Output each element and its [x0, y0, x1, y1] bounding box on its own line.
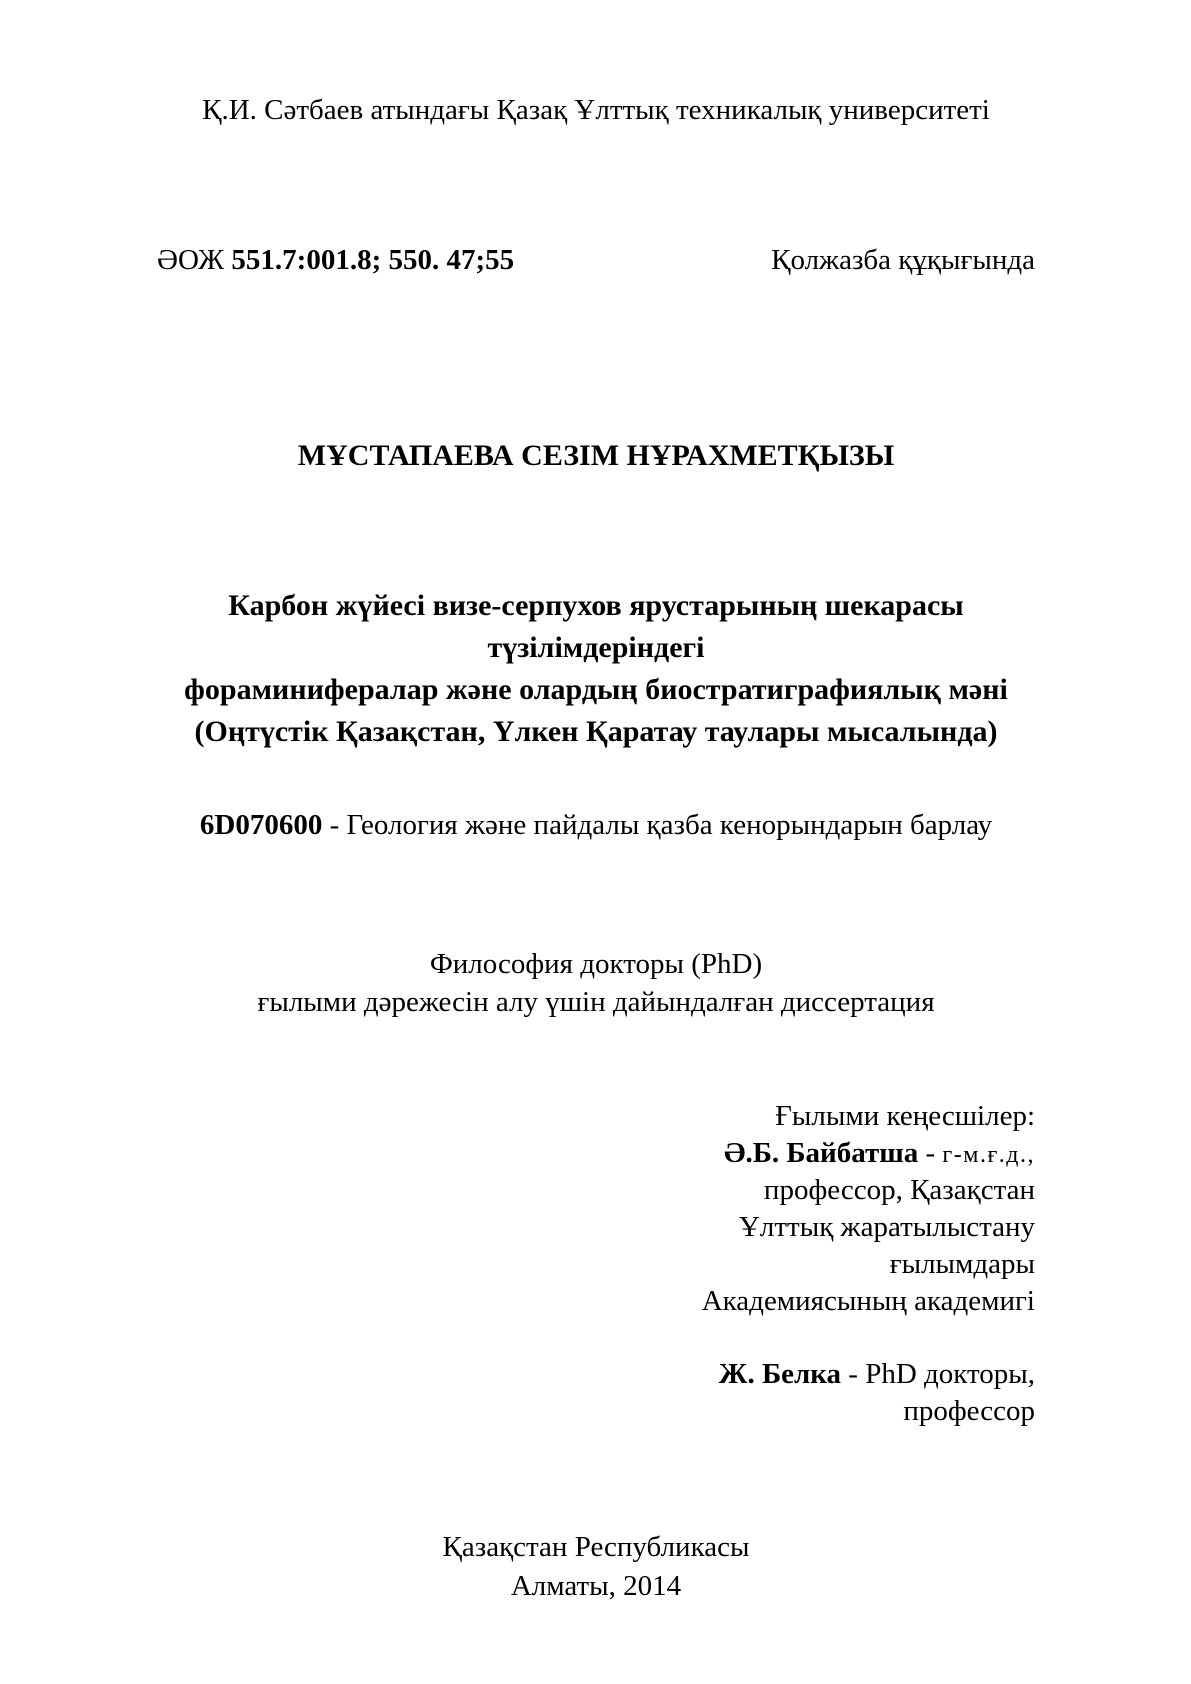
advisor1-dash: - — [918, 1136, 943, 1169]
advisor2-rest: - PhD докторы, — [841, 1358, 1035, 1391]
advisor1-line-1 — [157, 1135, 1035, 1172]
title-line-1: Карбон жүйесі визе-серпухов ярустарының шекарасы түзілімдеріндегі — [228, 589, 964, 665]
footer-block — [157, 1528, 1035, 1605]
degree-line-2: ғылыми дәрежесін алу үшін дайындалған диссертация — [257, 986, 935, 1019]
advisor2-line-2: профессор — [903, 1395, 1035, 1428]
degree-statement — [157, 945, 1035, 1022]
advisor1-line-5: Академиясының академигі — [701, 1285, 1035, 1318]
title-line-3: (Оңтүстік Қазақстан, Үлкен Қаратау таулары мысалында) — [194, 715, 998, 749]
specialty-line — [157, 807, 1035, 845]
advisor2-name: Ж. Белка — [718, 1358, 842, 1391]
title-line-2: фораминифералар және олардың биостратиграфиялық мәні — [184, 673, 1008, 707]
dissertation-title — [157, 585, 1035, 753]
udc-code — [157, 242, 514, 280]
advisor1-degree-abbr: г-м.ғ.д., — [942, 1141, 1035, 1168]
advisor1-line-2: профессор, Қазақстан — [763, 1173, 1035, 1206]
degree-line-1: Философия докторы (PhD) — [429, 948, 763, 981]
advisors-spacer — [157, 1320, 1035, 1356]
udc-label: ӘОЖ — [157, 243, 232, 276]
udc-number: 551.7:001.8; 550. 47;55 — [231, 243, 515, 276]
manuscript-note: Қолжазба құқығында — [771, 243, 1035, 276]
udc-row — [157, 242, 1035, 280]
university-name: Қ.И. Сәтбаев атындағы Қазақ Ұлттық техникалық университеті — [202, 94, 990, 126]
specialty-code: 6D070600 — [199, 809, 323, 842]
author-name: МҰСТАПАЕВА СЕЗІМ НҰРАХМЕТҚЫЗЫ — [297, 439, 895, 473]
footer-country: Қазақстан Республикасы — [442, 1531, 750, 1564]
advisors-heading: Ғылыми кеңесшілер: — [775, 1099, 1035, 1132]
specialty-description: - Геология және пайдалы қазба кенорындарын барлау — [322, 809, 993, 842]
footer-city-year: Алматы, 2014 — [510, 1569, 682, 1602]
advisor1-line-3: Ұлттық жаратылыстану — [738, 1210, 1035, 1243]
advisors-block — [157, 1098, 1035, 1431]
advisor2-line-1 — [157, 1356, 1035, 1393]
advisor1-line-4: ғылымдары — [889, 1248, 1035, 1281]
advisor1-name: Ә.Б. Байбатша — [724, 1136, 919, 1169]
